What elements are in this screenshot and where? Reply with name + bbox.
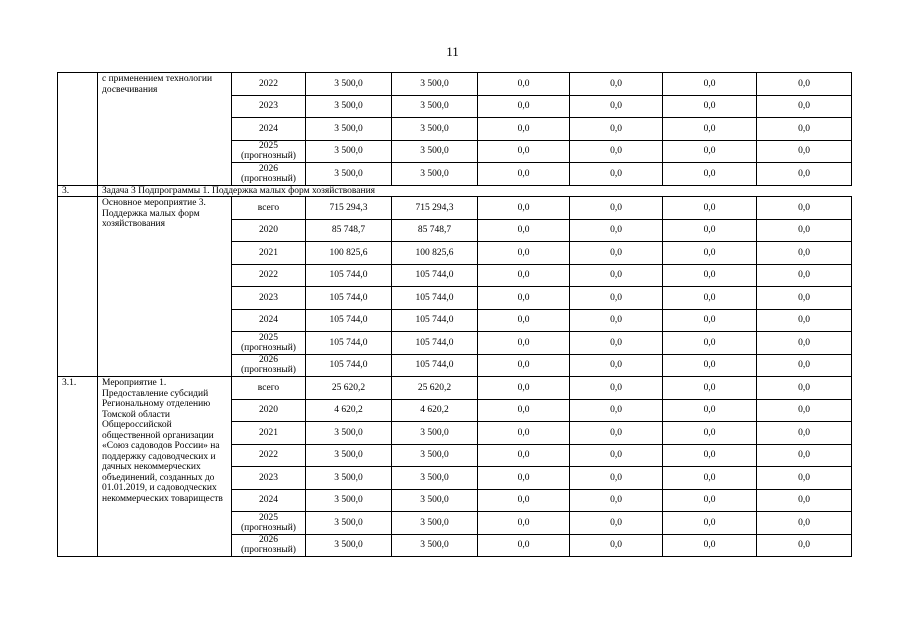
value-cell-e: 0,0 bbox=[757, 354, 852, 377]
year-cell: 2021 bbox=[232, 242, 306, 265]
value-cell-a: 3 500,0 bbox=[392, 489, 478, 512]
value-cell-d: 0,0 bbox=[663, 197, 757, 220]
value-cell-b: 0,0 bbox=[478, 118, 570, 141]
year-cell: всего bbox=[232, 197, 306, 220]
value-cell-total: 25 620,2 bbox=[306, 377, 392, 400]
year-cell: 2023 bbox=[232, 95, 306, 118]
value-cell-d: 0,0 bbox=[663, 467, 757, 490]
page-number: 11 bbox=[446, 44, 459, 59]
value-cell-d: 0,0 bbox=[663, 219, 757, 242]
value-cell-b: 0,0 bbox=[478, 73, 570, 96]
year-cell: 2022 bbox=[232, 444, 306, 467]
value-cell-a: 3 500,0 bbox=[392, 534, 478, 557]
value-cell-e: 0,0 bbox=[757, 512, 852, 535]
value-cell-d: 0,0 bbox=[663, 489, 757, 512]
year-cell: 2022 bbox=[232, 264, 306, 287]
value-cell-total: 105 744,0 bbox=[306, 287, 392, 310]
value-cell-a: 3 500,0 bbox=[392, 467, 478, 490]
value-cell-c: 0,0 bbox=[570, 140, 663, 163]
value-cell-c: 0,0 bbox=[570, 287, 663, 310]
value-cell-a: 105 744,0 bbox=[392, 287, 478, 310]
table-row bbox=[58, 377, 852, 400]
value-cell-b: 0,0 bbox=[478, 242, 570, 265]
value-cell-a: 3 500,0 bbox=[392, 95, 478, 118]
year-cell: 2026 (прогнозный) bbox=[232, 534, 306, 557]
value-cell-total: 3 500,0 bbox=[306, 534, 392, 557]
year-cell: 2020 bbox=[232, 219, 306, 242]
task-title: Задача 3 Подпрограммы 1. Поддержка малых форм хозяйствования bbox=[98, 185, 852, 197]
value-cell-b: 0,0 bbox=[478, 163, 570, 186]
value-cell-e: 0,0 bbox=[757, 95, 852, 118]
value-cell-b: 0,0 bbox=[478, 219, 570, 242]
value-cell-e: 0,0 bbox=[757, 309, 852, 332]
value-cell-c: 0,0 bbox=[570, 467, 663, 490]
value-cell-b: 0,0 bbox=[478, 354, 570, 377]
year-cell: 2024 bbox=[232, 489, 306, 512]
year-cell: 2026 (прогнозный) bbox=[232, 354, 306, 377]
table-row bbox=[58, 197, 852, 220]
table-body bbox=[58, 73, 852, 557]
value-cell-total: 3 500,0 bbox=[306, 467, 392, 490]
value-cell-b: 0,0 bbox=[478, 512, 570, 535]
value-cell-e: 0,0 bbox=[757, 73, 852, 96]
value-cell-total: 4 620,2 bbox=[306, 399, 392, 422]
value-cell-c: 0,0 bbox=[570, 354, 663, 377]
value-cell-total: 100 825,6 bbox=[306, 242, 392, 265]
value-cell-e: 0,0 bbox=[757, 264, 852, 287]
value-cell-e: 0,0 bbox=[757, 242, 852, 265]
value-cell-a: 85 748,7 bbox=[392, 219, 478, 242]
value-cell-a: 3 500,0 bbox=[392, 444, 478, 467]
value-cell-d: 0,0 bbox=[663, 534, 757, 557]
value-cell-a: 3 500,0 bbox=[392, 118, 478, 141]
value-cell-b: 0,0 bbox=[478, 422, 570, 445]
year-cell: 2020 bbox=[232, 399, 306, 422]
value-cell-c: 0,0 bbox=[570, 118, 663, 141]
value-cell-total: 3 500,0 bbox=[306, 422, 392, 445]
value-cell-b: 0,0 bbox=[478, 534, 570, 557]
value-cell-total: 3 500,0 bbox=[306, 140, 392, 163]
value-cell-b: 0,0 bbox=[478, 309, 570, 332]
value-cell-c: 0,0 bbox=[570, 163, 663, 186]
value-cell-total: 105 744,0 bbox=[306, 354, 392, 377]
value-cell-d: 0,0 bbox=[663, 163, 757, 186]
year-cell: 2024 bbox=[232, 118, 306, 141]
row-index bbox=[58, 73, 98, 186]
year-cell: 2023 bbox=[232, 467, 306, 490]
value-cell-c: 0,0 bbox=[570, 512, 663, 535]
value-cell-e: 0,0 bbox=[757, 377, 852, 400]
value-cell-d: 0,0 bbox=[663, 264, 757, 287]
value-cell-c: 0,0 bbox=[570, 444, 663, 467]
value-cell-d: 0,0 bbox=[663, 118, 757, 141]
year-cell: 2023 bbox=[232, 287, 306, 310]
value-cell-e: 0,0 bbox=[757, 399, 852, 422]
value-cell-e: 0,0 bbox=[757, 118, 852, 141]
value-cell-total: 85 748,7 bbox=[306, 219, 392, 242]
value-cell-c: 0,0 bbox=[570, 197, 663, 220]
value-cell-b: 0,0 bbox=[478, 489, 570, 512]
value-cell-c: 0,0 bbox=[570, 242, 663, 265]
value-cell-total: 105 744,0 bbox=[306, 309, 392, 332]
value-cell-d: 0,0 bbox=[663, 140, 757, 163]
value-cell-d: 0,0 bbox=[663, 399, 757, 422]
value-cell-b: 0,0 bbox=[478, 95, 570, 118]
value-cell-d: 0,0 bbox=[663, 422, 757, 445]
value-cell-b: 0,0 bbox=[478, 467, 570, 490]
value-cell-b: 0,0 bbox=[478, 377, 570, 400]
value-cell-total: 3 500,0 bbox=[306, 489, 392, 512]
value-cell-c: 0,0 bbox=[570, 534, 663, 557]
value-cell-a: 3 500,0 bbox=[392, 73, 478, 96]
value-cell-total: 105 744,0 bbox=[306, 332, 392, 355]
value-cell-a: 105 744,0 bbox=[392, 354, 478, 377]
value-cell-total: 3 500,0 bbox=[306, 118, 392, 141]
value-cell-a: 100 825,6 bbox=[392, 242, 478, 265]
year-cell: 2021 bbox=[232, 422, 306, 445]
value-cell-total: 3 500,0 bbox=[306, 95, 392, 118]
row-index bbox=[58, 197, 98, 377]
value-cell-e: 0,0 bbox=[757, 219, 852, 242]
value-cell-c: 0,0 bbox=[570, 219, 663, 242]
table-row bbox=[58, 73, 852, 96]
value-cell-a: 3 500,0 bbox=[392, 422, 478, 445]
value-cell-d: 0,0 bbox=[663, 287, 757, 310]
value-cell-total: 3 500,0 bbox=[306, 73, 392, 96]
year-cell: 2024 bbox=[232, 309, 306, 332]
value-cell-c: 0,0 bbox=[570, 95, 663, 118]
value-cell-e: 0,0 bbox=[757, 140, 852, 163]
value-cell-total: 715 294,3 bbox=[306, 197, 392, 220]
value-cell-d: 0,0 bbox=[663, 242, 757, 265]
year-cell: 2025 (прогнозный) bbox=[232, 512, 306, 535]
value-cell-a: 105 744,0 bbox=[392, 309, 478, 332]
value-cell-a: 3 500,0 bbox=[392, 140, 478, 163]
value-cell-b: 0,0 bbox=[478, 264, 570, 287]
value-cell-a: 105 744,0 bbox=[392, 264, 478, 287]
activity-name: с применением технологии досвечивания bbox=[98, 73, 232, 186]
year-cell: всего bbox=[232, 377, 306, 400]
value-cell-d: 0,0 bbox=[663, 95, 757, 118]
value-cell-c: 0,0 bbox=[570, 264, 663, 287]
value-cell-d: 0,0 bbox=[663, 444, 757, 467]
value-cell-c: 0,0 bbox=[570, 332, 663, 355]
year-cell: 2022 bbox=[232, 73, 306, 96]
value-cell-a: 3 500,0 bbox=[392, 163, 478, 186]
value-cell-b: 0,0 bbox=[478, 140, 570, 163]
value-cell-e: 0,0 bbox=[757, 467, 852, 490]
activity-name: Мероприятие 1. Предоставление субсидий Региональному отделению Томской области Общероссийской общественной организации «Союз садоводов России» на поддержку садоводческих и дачных некоммерческих объединений, созданных до 01.01.2019, и садоводческих некоммерческих товариществ bbox=[98, 377, 232, 557]
value-cell-d: 0,0 bbox=[663, 309, 757, 332]
value-cell-a: 3 500,0 bbox=[392, 512, 478, 535]
activity-name: Основное мероприятие 3. Поддержка малых форм хозяйствования bbox=[98, 197, 232, 377]
task-row bbox=[58, 185, 852, 197]
value-cell-d: 0,0 bbox=[663, 354, 757, 377]
task-index: 3. bbox=[58, 185, 98, 197]
value-cell-e: 0,0 bbox=[757, 197, 852, 220]
value-cell-d: 0,0 bbox=[663, 332, 757, 355]
value-cell-b: 0,0 bbox=[478, 287, 570, 310]
value-cell-a: 25 620,2 bbox=[392, 377, 478, 400]
value-cell-b: 0,0 bbox=[478, 332, 570, 355]
value-cell-total: 3 500,0 bbox=[306, 444, 392, 467]
value-cell-e: 0,0 bbox=[757, 444, 852, 467]
year-cell: 2026 (прогнозный) bbox=[232, 163, 306, 186]
value-cell-total: 105 744,0 bbox=[306, 264, 392, 287]
budget-table bbox=[57, 72, 852, 557]
value-cell-e: 0,0 bbox=[757, 332, 852, 355]
value-cell-e: 0,0 bbox=[757, 163, 852, 186]
value-cell-a: 4 620,2 bbox=[392, 399, 478, 422]
value-cell-e: 0,0 bbox=[757, 287, 852, 310]
value-cell-b: 0,0 bbox=[478, 399, 570, 422]
value-cell-d: 0,0 bbox=[663, 73, 757, 96]
row-index: 3.1. bbox=[58, 377, 98, 557]
value-cell-c: 0,0 bbox=[570, 309, 663, 332]
value-cell-c: 0,0 bbox=[570, 377, 663, 400]
value-cell-c: 0,0 bbox=[570, 399, 663, 422]
value-cell-total: 3 500,0 bbox=[306, 163, 392, 186]
value-cell-c: 0,0 bbox=[570, 73, 663, 96]
value-cell-a: 105 744,0 bbox=[392, 332, 478, 355]
value-cell-e: 0,0 bbox=[757, 422, 852, 445]
value-cell-e: 0,0 bbox=[757, 534, 852, 557]
value-cell-total: 3 500,0 bbox=[306, 512, 392, 535]
year-cell: 2025 (прогнозный) bbox=[232, 332, 306, 355]
year-cell: 2025 (прогнозный) bbox=[232, 140, 306, 163]
value-cell-d: 0,0 bbox=[663, 512, 757, 535]
value-cell-e: 0,0 bbox=[757, 489, 852, 512]
value-cell-b: 0,0 bbox=[478, 444, 570, 467]
value-cell-c: 0,0 bbox=[570, 489, 663, 512]
value-cell-c: 0,0 bbox=[570, 422, 663, 445]
value-cell-a: 715 294,3 bbox=[392, 197, 478, 220]
value-cell-b: 0,0 bbox=[478, 197, 570, 220]
value-cell-d: 0,0 bbox=[663, 377, 757, 400]
